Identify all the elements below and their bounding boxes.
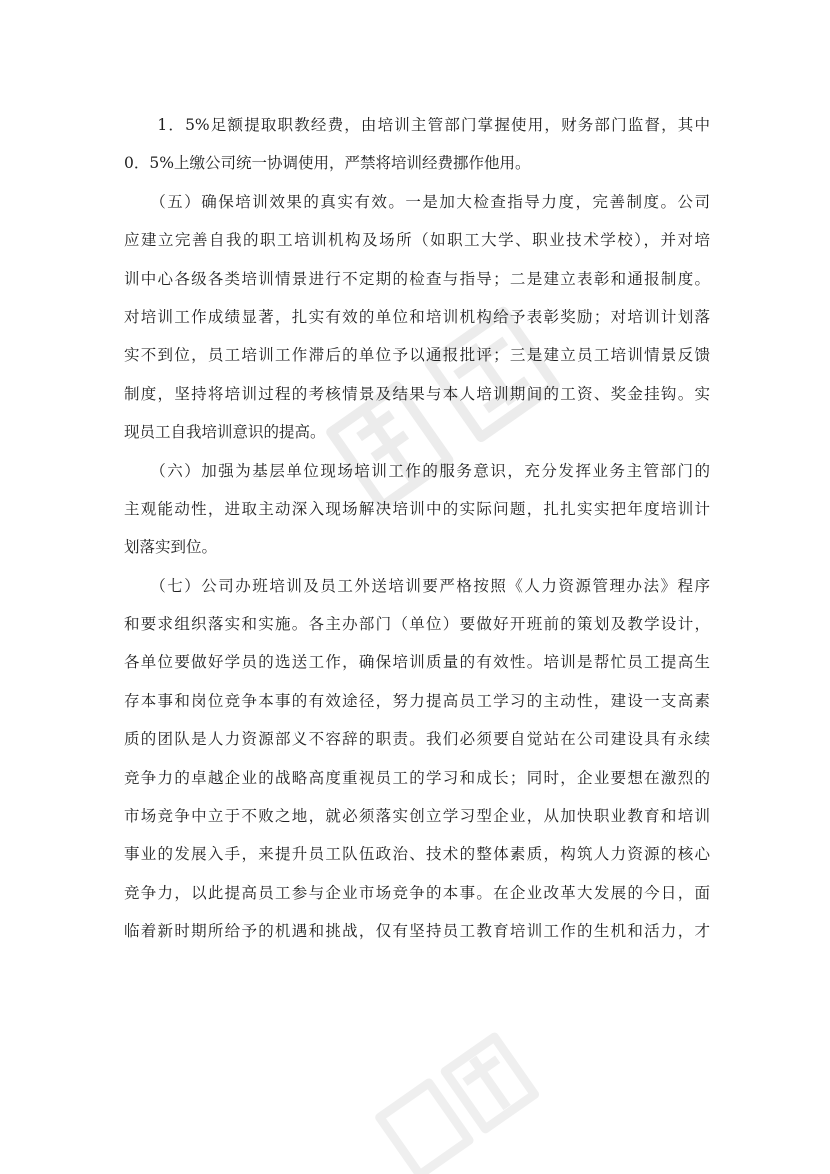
text-line: 对培训工作成绩显著，扎实有效的单位和培训机构给予表彰奖励；对培训计划落 — [124, 307, 710, 326]
text-line: 现员工自我培训意识的提高。 — [124, 423, 326, 442]
text-line: 应建立完善自我的职工培训机构及场所（如职工大学、职业技术学校），并对培 — [124, 231, 710, 250]
body-text — [124, 106, 710, 951]
text-line: 制度，坚持将培训过程的考核情景及结果与本人培训期间的工资、奖金挂钩。实 — [124, 384, 710, 403]
text-line: 0．5%上缴公司统一协调使用，严禁将培训经费挪作他用。 — [124, 154, 531, 173]
text-line: 存本事和岗位竞争本事的有效途径，努力提高员工学习的主动性，建设一支高素 — [124, 691, 710, 710]
text-line: 竞争力，以此提高员工参与企业市场竞争的本事。在企业改革大发展的今日，面 — [124, 883, 710, 902]
watermark-graphic-bottom — [360, 1010, 560, 1174]
text-line: 临着新时期所给予的机遇和挑战，仅有坚持员工教育培训工作的生机和活力，才 — [124, 922, 710, 941]
text-line: 各单位要做好学员的选送工作，确保培训质量的有效性。培训是帮忙员工提高生 — [124, 653, 710, 672]
text-line: 划落实到位。 — [124, 538, 218, 557]
text-line: 事业的发展入手，来提升员工队伍政治、技术的整体素质，构筑人力资源的核心 — [124, 845, 710, 864]
text-line: （六）加强为基层单位现场培训工作的服务意识，充分发挥业务主管部门的 — [124, 461, 710, 480]
text-line: 质的团队是人力资源部义不容辞的职责。我们必须要自觉站在公司建设具有永续 — [124, 730, 710, 749]
text-line: 主观能动性，进取主动深入现场解决培训中的实际问题，扎扎实实把年度培训计 — [124, 499, 710, 518]
text-line: 竞争力的卓越企业的战略高度重视员工的学习和成长；同时，企业要想在激烈的 — [124, 768, 710, 787]
text-line: 市场竞争中立于不败之地，就必须落实创立学习型企业，从加快职业教育和培训 — [124, 807, 710, 826]
text-line: 实不到位，员工培训工作滞后的单位予以通报批评；三是建立员工培训情景反馈 — [124, 346, 710, 365]
text-line: 1．5%足额提取职教经费，由培训主管部门掌握使用，财务部门监督，其中 — [124, 116, 710, 134]
text-line: 训中心各级各类培训情景进行不定期的检查与指导；二是建立表彰和通报制度。 — [124, 269, 710, 288]
text-line: （五）确保培训效果的真实有效。一是加大检查指导力度，完善制度。公司 — [124, 192, 710, 211]
text-line: 和要求组织落实和实施。各主办部门（单位）要做好开班前的策划及教学设计， — [124, 615, 710, 634]
text-line: （七）公司办班培训及员工外送培训要严格按照《人力资源管理办法》程序 — [124, 576, 710, 595]
